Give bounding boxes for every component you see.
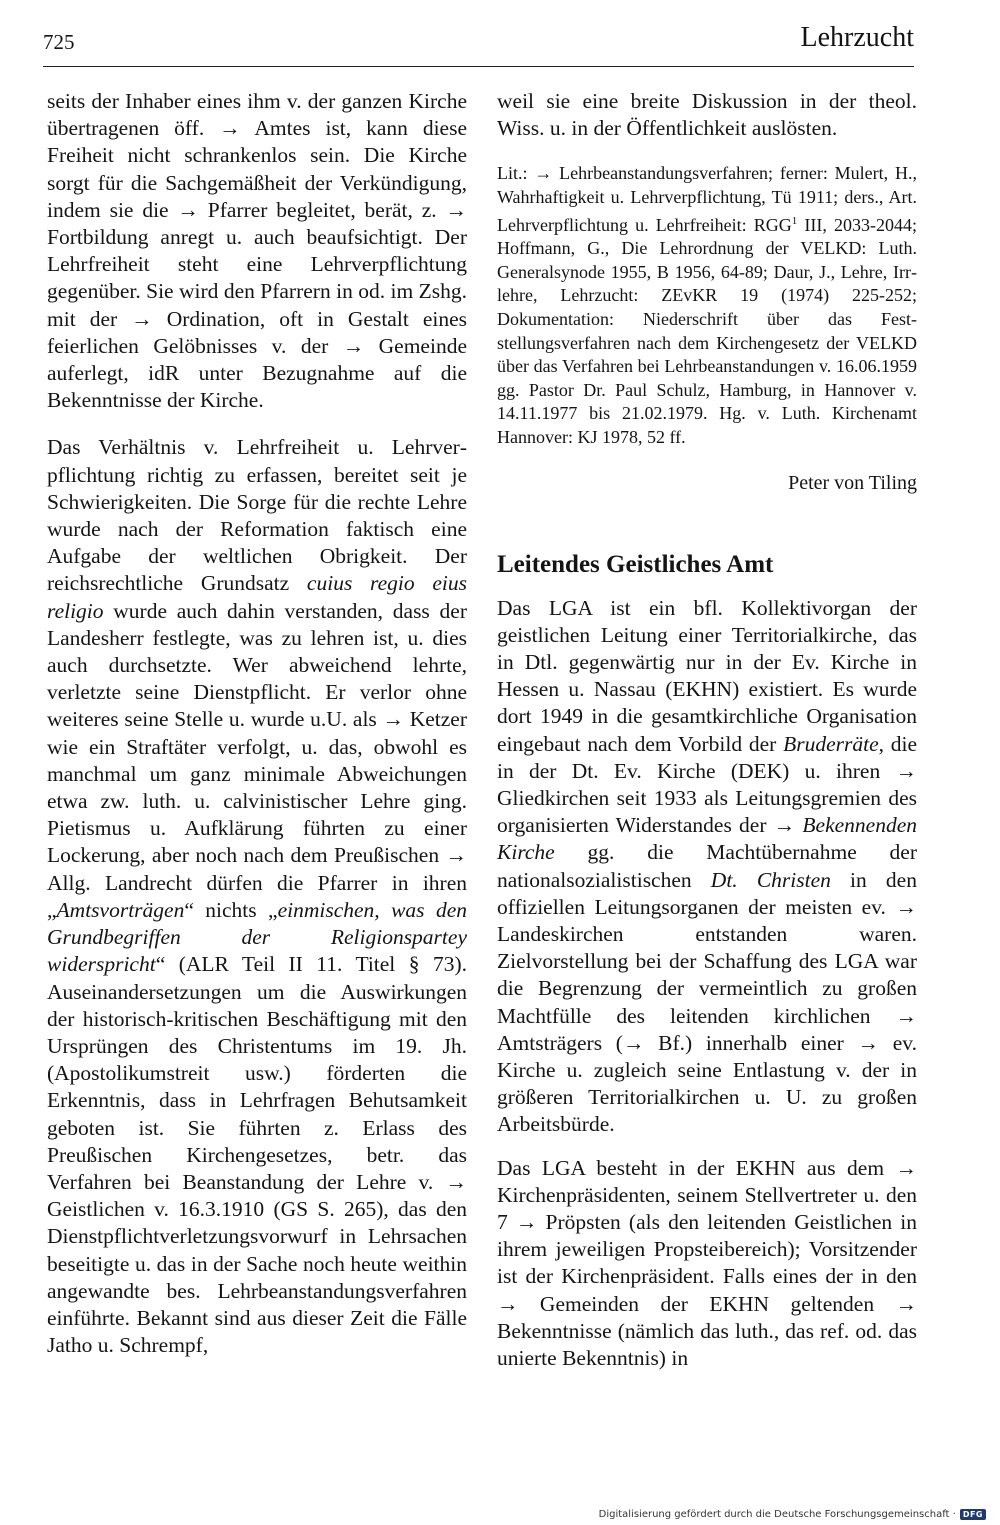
text-run: III, 2033-2044; Hoffmann, G., Die Lehrordnung der VELKD: Luth. Generalsynode 1955, B 1956, 64-89; Daur, J., Lehre, Irrlehre, Lehrzucht: ZEvKR 19 (1974) 225-252; Dokumentation: Niederschrift über das Feststellungsverfahren nach dem Kirchengesetz der VELKD über das Verfahren bei Lehrbeanstandungen v. 16.06.1959 gg. Pastor Dr. Paul Schulz, Hamburg, in Hannover v. 14.11.1977 bis 21.02.1979. Hg. v. Luth. Kirchenamt Hannover: KJ 1978, 52 ff. <box>497 214 918 447</box>
text-run: “ nichts „ <box>184 897 278 922</box>
italic-phrase: Bruderräte <box>783 731 879 756</box>
superscript: 1 <box>791 214 798 227</box>
body-paragraph: Das LGA besteht in der EKHN aus dem → Kirchenpräsidenten, seinem Stellvertreter u. den 7 → Pröpsten (als den leitenden Geistlichen in ihrem jeweiligen Propsteibereich); Vorsitzender ist der Kirchenpräsident. Falls eines der in den → Gemeinden der EKHN geltenden → Bekenntnisse (nämlich das luth., das ref. od. das unierte Bekenntnis) in <box>497 1155 917 1371</box>
left-column <box>47 88 467 1359</box>
article-heading: Leitendes Geistliches Amt <box>497 550 774 578</box>
text-run: , die in der Dt. Ev. Kirche (DEK) u. ihren → Gliedkirchen seit 1933 als Leitungsgremien des organisierten Widerstandes der → <box>497 731 917 838</box>
author-name: Peter von Tiling <box>788 471 917 494</box>
text-run: “ (ALR Teil II 11. Titel § 73). Auseinandersetzungen um die Auswirkungen der historisch-kritischen Beschäftigung mit den Ursprüngen des Christentums im 19. Jh. (Apostolikumstreit usw.) förderten die Erkenntnis, dass in Lehrfragen Behutsamkeit geboten ist. Sie führten z. Erlass des Preußischen Kirchengesetzes, betr. das Verfahren bei Beanstandung der Lehre v. → Geistlichen v. 16.3.1910 (GS S. 265), das den Dienstpflichtverletzungsvorwurf in Lehrsachen beseitigte u. das in der Sache noch heute weithin angewandte bes. Lehrbeanstandungsverfahren einführte. Bekannt sind aus dieser Zeit die Fälle Jatho u. Schrempf, <box>47 952 467 1358</box>
running-title: Lehrzucht <box>800 22 914 53</box>
italic-phrase: Dt. Christen <box>710 867 831 892</box>
body-paragraph <box>47 434 467 1359</box>
body-paragraph: seits der Inhaber eines ihm v. der ganzen Kirche übertragenen öff. → Amtes ist, kann diese Freiheit nicht schrankenlos sein. Die Kirche sorgt für die Sachgemäßheit der Verkündigung, indem sie die → Pfarrer begleitet, berät, z. → Fortbildung anregt u. auch beaufsichtigt. Der Lehrfreiheit steht eine Lehrverpflichtung gegenüber. Sie wird den Pfarrern in od. im Zshg. mit der → Ordination, oft in Gestalt eines feierlichen Gelöbnisses v. der → Gemeinde auferlegt, idR unter Bezugnahme auf die Bekenntnisse der Kirche. <box>47 89 467 413</box>
text-run: in den offiziellen Leitungsorganen der meisten ev. → Landeskirchen entstanden waren. Zielvorstellung bei der Schaffung des LGA war die Begrenzung der vermeintlich zu großen Machtfülle des leitenden kirchlichen → Amtsträgers (→ Bf.) innerhalb einer → ev. Kirche u. zugleich seine Entlastung v. der in größeren Territorialkirchen u. U. zu großen Arbeitsbürde. <box>497 867 917 1137</box>
literature-section <box>497 162 917 449</box>
italic-phrase: Amtsvorträgen <box>56 897 185 922</box>
digitization-footer <box>599 1509 986 1520</box>
text-run: wurde auch dahin verstanden, dass der Landesherr festlegte, was zu lehren ist, u. dies auch durchsetzte. Wer abweichend lehrte, verletzte seine Dienstpflicht. Er verlor ohne weiteres seine Stelle u. wurde u.U. als → Ketzer wie ein Straftäter verfolgt, u. das, obwohl es manchmal um ganz minimale Abweichungen etwa zw. luth. u. calvinistischer Lehre ging. Pietismus u. Aufklärung führten zu einer Lockerung, aber noch nach dem Preußischen → Allg. Landrecht dürfen die Pfarrer in ihren „ <box>47 598 467 922</box>
body-paragraph <box>497 595 917 1139</box>
italic-phrase: Bekennenden Kirche <box>497 813 917 865</box>
text-run: Das LGA ist ein bfl. Kollektivorgan der geistlichen Leitung einer Territorialkirche, das in Dtl. gegenwärtig nur in der Ev. Kirche in Hessen u. Nassau (EKHN) existiert. Es wurde dort 1949 in die gesamtkirchliche Organisation eingebaut nach dem Vorbild der <box>497 595 917 756</box>
italic-phrase: cuius regio eius religio <box>47 571 467 623</box>
body-paragraph: weil sie eine breite Diskussion in der theol. Wiss. u. in der Öffentlichkeit auslösten. <box>497 89 917 141</box>
italic-phrase: einmischen, was den Grundbegriffen der Religionspartey widerspricht <box>47 897 467 977</box>
text-run: Lit.: → Lehrbeanstandungsverfahren; ferner: Mulert, H., Wahrhaftigkeit u. Lehrverpflichtung, Tü 1911; ders., Art. Lehrverpflichtung u. Lehrfreiheit: RGG <box>497 163 917 235</box>
right-column <box>497 88 917 1372</box>
text-run: gg. die Machtübernahme der nationalsozialistischen <box>497 840 917 892</box>
page-number: 725 <box>43 30 75 54</box>
dfg-logo-icon: DFG <box>960 1509 986 1520</box>
text-run: Das Verhältnis v. Lehrfreiheit u. Lehrverpflichtung richtig zu erfassen, bereitet seit je Schwierigkeiten. Die Sorge für die rechte Lehre wurde nach der Reformation faktisch eine Aufgabe der weltlichen Obrigkeit. Der reichsrechtliche Grundsatz <box>47 435 467 596</box>
footer-text: Digitalisierung gefördert durch die Deutsche Forschungsgemeinschaft · <box>598 1509 956 1520</box>
header-rule <box>43 66 914 67</box>
page-header <box>43 22 914 66</box>
